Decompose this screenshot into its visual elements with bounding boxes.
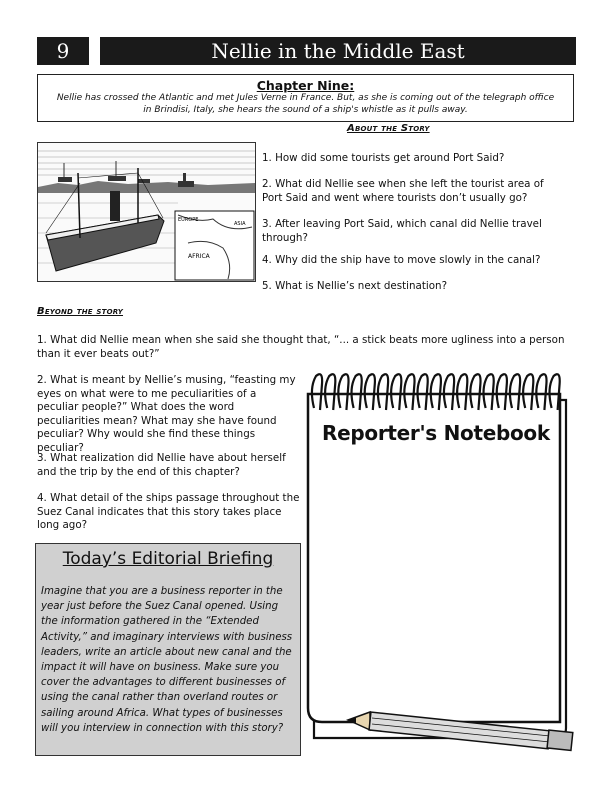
about-question-4: 4. Why did the ship have to move slowly in the canal? (262, 254, 541, 266)
about-question-2: 2. What did Nellie see when she left the tourist area of Port Said and went where tourists don’t usually go? (262, 178, 544, 204)
about-question-3: 3. After leaving Port Said, which canal did Nellie travel through? (262, 218, 542, 244)
map-label-asia: ASIA (234, 221, 246, 227)
about-heading-text: About the Story (347, 123, 430, 134)
beyond-question-4: 4. What detail of the ships passage throughout the Suez Canal indicates that this story takes place long ago? (37, 492, 300, 531)
beyond-question-2: 2. What is meant by Nellie’s musing, “feasting my eyes on what were to me peculiarities of a peculiar people?” What does the word peculiarities mean? What may she have found peculiar? Why would she find these things peculiar? (37, 374, 296, 454)
editorial-briefing-box (35, 543, 301, 756)
map-label-africa: AFRICA (188, 253, 210, 260)
ship-illustration (37, 142, 256, 282)
briefing-text: Imagine that you are a business reporter in the year just before the Suez Canal opened. Using the information gathered in the “Extended Activity,” and imaginary interviews with business leaders, write an article about new canal and the impact it will have on business. Make sure you cover the advantages to different businesses of using the canal rather than overland routes or sailing around Africa. What types of businesses will you interview in connection with this story? (41, 586, 293, 734)
beyond-the-story-heading (37, 306, 123, 317)
chapter-intro-box (37, 74, 574, 122)
notebook-title: Reporter's Notebook (322, 421, 550, 445)
chapter-heading: Chapter Nine: (256, 78, 355, 93)
about-question-1: 1. How did some tourists get around Port Said? (262, 152, 505, 164)
beyond-question-3: 3. What realization did Nellie have about herself and the trip by the end of this chapter? (37, 452, 286, 478)
beyond-heading-text: Beyond the story (37, 306, 124, 317)
about-the-story-heading (347, 123, 430, 134)
map-label-europe: EUROPE (178, 217, 199, 223)
steamship-and-map-drawing (38, 143, 255, 281)
chapter-summary: Nellie has crossed the Atlantic and met Jules Verne in France. But, as she is coming out of the telegraph office in Brindisi, Italy, she hears the sound of a ship's whistle as it pulls away. (56, 93, 555, 115)
beyond-question-1: 1. What did Nellie mean when she said she thought that, “... a stick beats more ugliness into a person than it ever beats out?” (37, 334, 565, 360)
page-title: Nellie in the Middle East (100, 37, 576, 65)
about-question-5: 5. What is Nellie’s next destination? (262, 280, 448, 292)
page-number: 9 (37, 37, 89, 65)
briefing-title: Today’s Editorial Briefing (62, 549, 274, 569)
